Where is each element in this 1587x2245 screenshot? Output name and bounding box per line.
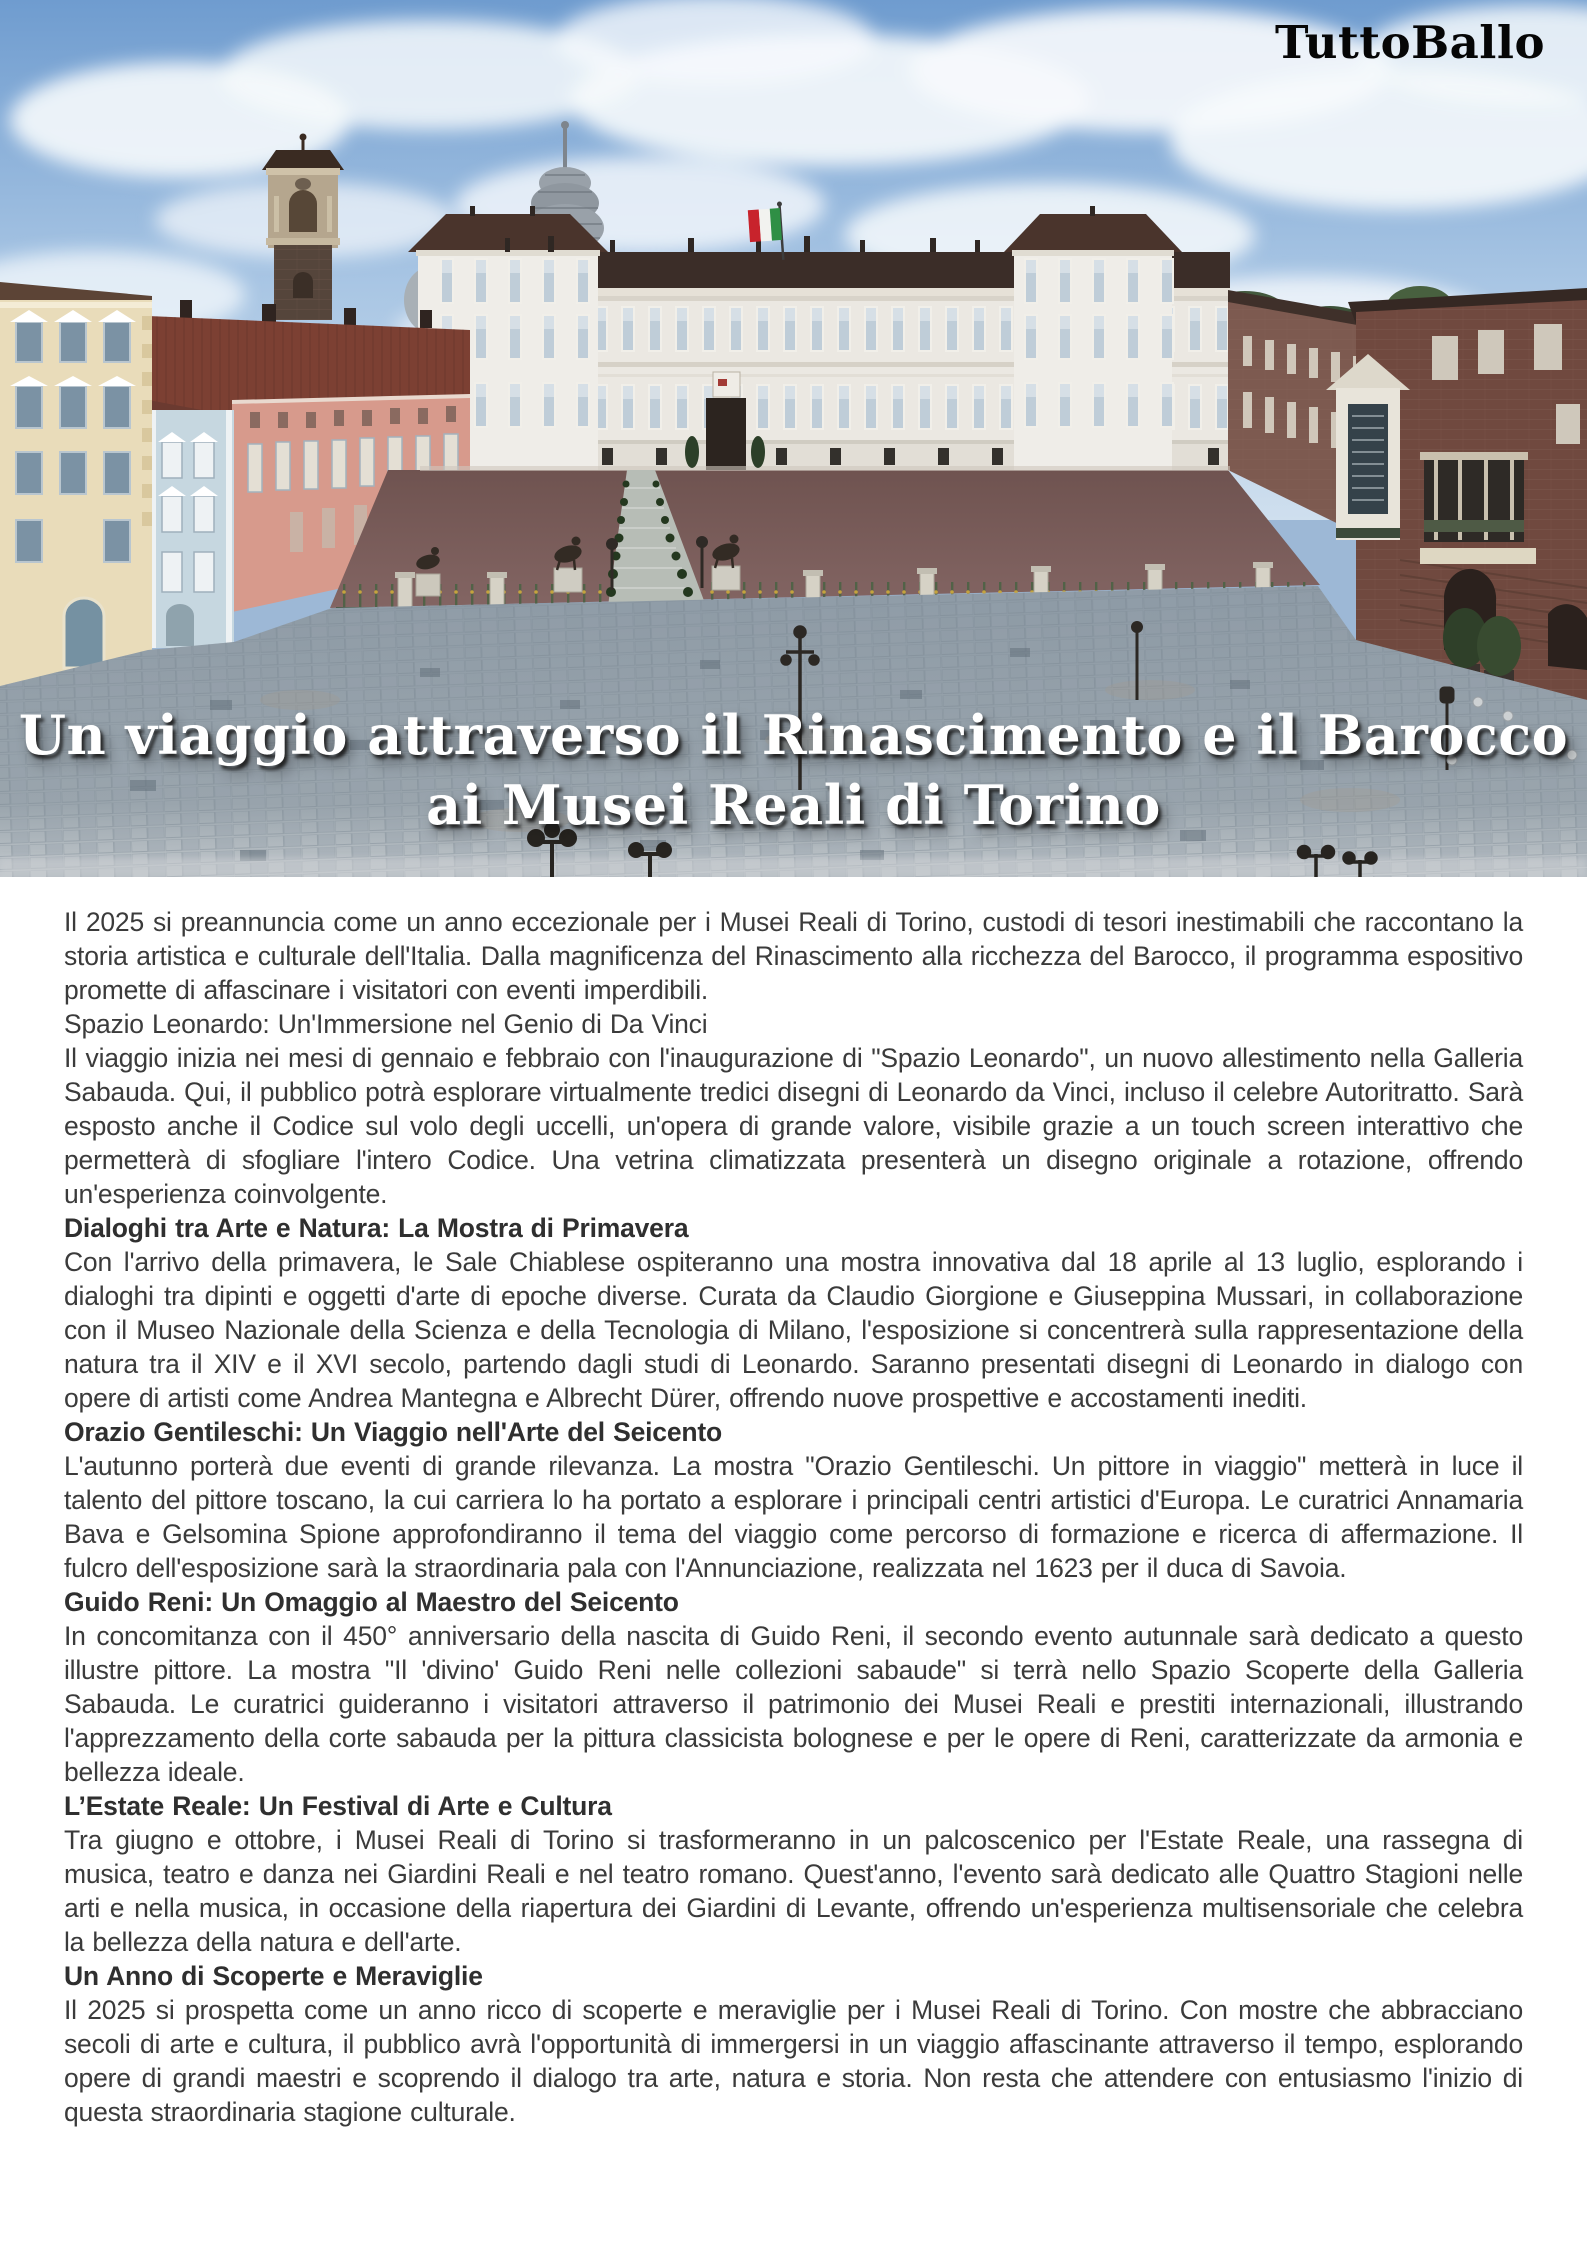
site-logo: TuttoBallo [1274, 16, 1545, 69]
article-paragraph-intro: Il 2025 si preannuncia come un anno eccezionale per i Musei Reali di Torino, custodi di tesori inestimabili che raccontano la storia artistica e culturale dell'Italia. Dalla magnificenza del Rinascimento alla ricchezza del Barocco, il programma espositivo promette di affascinare i visitatori con eventi imperdibili. [64, 907, 1523, 1005]
section-heading-spazio-leonardo: Spazio Leonardo: Un'Immersione nel Genio di Da Vinci [64, 1009, 708, 1039]
section-heading-guido-reni: Guido Reni: Un Omaggio al Maestro del Seicento [64, 1587, 679, 1617]
palace-right-pavilion [1004, 214, 1182, 470]
hero-image [0, 0, 1587, 877]
aedicula-monument [1326, 354, 1410, 540]
section-heading-anno-scoperte: Un Anno di Scoperte e Meraviglie [64, 1961, 483, 1991]
article-paragraph-anno-scoperte: Il 2025 si prospetta come un anno ricco di scoperte e meraviglie per i Musei Reali di Torino. Con mostre che abbracciano secoli di arte e cultura, il pubblico avrà l'opportunità di immergersi in un viaggio affascinante attraverso il tempo, esplorando opere di grandi maestri e scoprendo il dialogo tra arte, natura e storia. Non resta che attendere con entusiasmo l'inizio di questa straordinaria stagione culturale. [64, 1995, 1523, 2127]
page-title-line2: ai Musei Reali di Torino [426, 773, 1161, 837]
bell-tower [262, 134, 344, 321]
article-paragraph-dialoghi: Con l'arrivo della primavera, le Sale Chiablese ospiteranno una mostra innovativa dal 18 aprile al 13 luglio, esplorando i dialoghi tra dipinti e oggetti d'arte di epoche diverse. Curata da Claudio Giorgione e Giuseppina Mussari, in collaborazione con il Museo Nazionale della Scienza e della Tecnologia di Milano, l'esposizione si concentrerà sulla rappresentazione della natura tra il XIV e il XVI secolo, partendo dagli studi di Leonardo. Saranno presentati disegni di Leonardo in dialogo con opere di artisti come Andrea Mantegna e Albrecht Dürer, offrendo nuove prospettive e accostamenti inediti. [64, 1247, 1523, 1413]
article-paragraph-gentileschi: L'autunno porterà due eventi di grande rilevanza. La mostra "Orazio Gentileschi. Un pittore in viaggio" metterà in luce il talento del pittore toscano, la cui carriera lo ha portato a esplorare i principali centri artistici d'Europa. Le curatrici Annamaria Bava e Gelsomina Spione approfondiranno il tema del viaggio come percorso di formazione e ricerca di affermazione. Il fulcro dell'esposizione sarà la straordinaria pala con l'Annunciazione, realizzata nel 1623 per il duca di Savoia. [64, 1451, 1523, 1583]
section-heading-dialoghi: Dialoghi tra Arte e Natura: La Mostra di Primavera [64, 1213, 689, 1243]
page-title-line1: Un viaggio attraverso il Rinascimento e il Barocco [18, 703, 1569, 767]
article-paragraph-guido-reni: In concomitanza con il 450° anniversario della nascita di Guido Reni, il secondo evento autunnale sarà dedicato a questo illustre pittore. La mostra "Il 'divino' Guido Reni nelle collezioni sabaude" si terrà nello Spazio Scoperte della Galleria Sabauda. Le curatrici guideranno i visitatori attraverso il patrimonio dei Musei Reali e prestiti internazionali, illustrando l'apprezzamento della corte sabauda per la pittura classicista bolognese e per le opere di Reni, caratterizzate da armonia e bellezza ideale. [64, 1621, 1523, 1787]
page-title [0, 700, 1587, 840]
article-body [0, 877, 1587, 2129]
section-heading-estate-reale: L’Estate Reale: Un Festival di Arte e Cultura [64, 1791, 612, 1821]
left-blue-building [148, 400, 234, 648]
article-paragraph-estate-reale: Tra giugno e ottobre, i Musei Reali di Torino si trasformeranno in un palcoscenico per l'Estate Reale, una rassegna di musica, teatro e danza nei Giardini Reali e nel teatro romano. Quest'anno, l'evento sarà dedicato alle Quattro Stagioni nelle arti e nella musica, in occasione della riapertura dei Giardini di Levante, offrendo un'esperienza multisensoriale che celebra la bellezza della natura e dell'arte. [64, 1825, 1523, 1957]
left-cream-building [0, 282, 152, 688]
section-heading-gentileschi: Orazio Gentileschi: Un Viaggio nell'Arte del Seicento [64, 1417, 722, 1447]
corner-building [1326, 288, 1587, 702]
article-paragraph-spazio-leonardo: Il viaggio inizia nei mesi di gennaio e febbraio con l'inaugurazione di "Spazio Leonardo", un nuovo allestimento nella Galleria Sabauda. Qui, il pubblico potrà esplorare virtualmente tredici disegni di Leonardo da Vinci, incluso il celebre Autoritratto. Sarà esposto anche il Codice sul volo degli uccelli, un'opera di grande valore, visibile grazie a un touch screen interattivo che permetterà di sfogliare l'intero Codice. Una vetrina climatizzata presenterà un disegno originale a rotazione, offrendo un'esperienza coinvolgente. [64, 1043, 1523, 1209]
